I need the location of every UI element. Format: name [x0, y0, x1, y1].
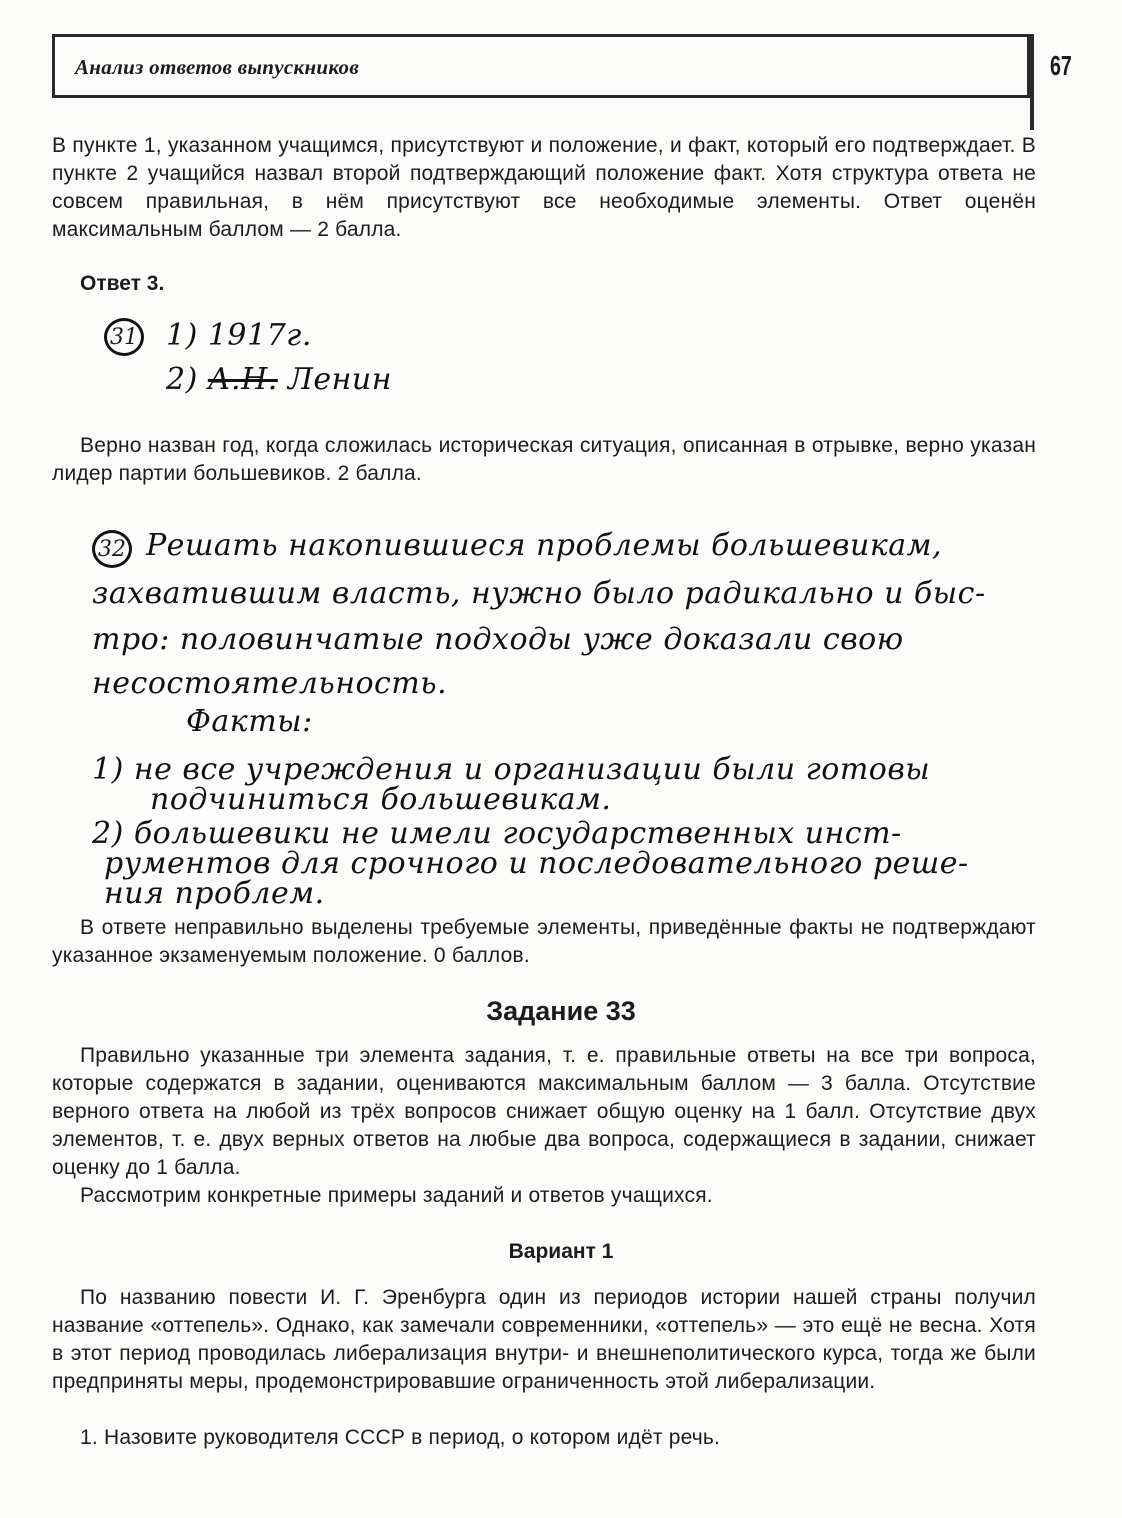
handwritten-32-line: несостоятельность.	[92, 666, 448, 701]
variant-text: По названию повести И. Г. Эренбурга один из периодов истории нашей страны получил название «оттепель». Однако, как замечали современники, «оттепель» — это ещё не весна. Хотя в этот период проводилась либерализация внутри- и внешнеполитического курса, тогда же были предприняты меры, продемонстрировавшие ограниченность этой либерализации.	[52, 1286, 1036, 1393]
handwritten-31-line2	[166, 362, 392, 397]
handwritten-number-32: 32	[92, 530, 132, 568]
answer3-label: Ответ 3.	[80, 272, 165, 295]
question-1: 1. Назовите руководителя СССР в период, о котором идёт речь.	[80, 1426, 721, 1449]
handwritten-32-line: тро: половинчатые подходы уже доказали свою	[92, 622, 904, 657]
handwritten-31-line1: 1) 1917г.	[166, 318, 312, 353]
handwritten-31-surname: Ленин	[287, 362, 392, 397]
handwritten-32-fact1: 1) не все учреждения и организации были готовы	[92, 752, 931, 787]
task33-paragraph1: Правильно указанные три элемента задания, т. е. правильные ответы на все три вопроса, которые содержатся в задании, оцениваются максимальным баллом — 3 балла. Отсутствие верного ответа на любой из трёх вопросов снижает общую оценку на 1 балл. Отсутствие двух элементов, т. е. двух верных ответов на любые два вопроса, содержащиеся в задании, снижает оценку до 1 балла.	[52, 1044, 1036, 1179]
handwritten-32-fact2: 2) большевики не имели государственных инст-	[92, 816, 902, 851]
intro-paragraph: В пункте 1, указанном учащимся, присутствуют и положение, и факт, который его подтверждает. В пункте 2 учащийся назвал второй подтверждающий положение факт. Хотя структура ответа не совсем правильная, в нём присутствуют все необходимые элементы. Ответ оценён максимальным баллом — 2 балла.	[52, 134, 1036, 241]
handwritten-32-line: захватившим власть, нужно было радикально и быс-	[92, 576, 986, 611]
handwritten-number-31: 31	[104, 318, 144, 356]
handwritten-32-line: Решать накопившиеся проблемы большевикам,	[146, 528, 943, 563]
handwritten-32-fact1-cont: подчиниться большевикам.	[150, 782, 612, 817]
comment-32: В ответе неправильно выделены требуемые элементы, приведённые факты не подтверждают указанное экзаменуемым положение. 0 баллов.	[52, 916, 1036, 967]
task33-paragraph2: Рассмотрим конкретные примеры заданий и ответов учащихся.	[80, 1184, 713, 1207]
handwritten-31-struck-initials: А.Н.	[207, 362, 278, 397]
comment-31: Верно назван год, когда сложилась историческая ситуация, описанная в отрывке, верно указан лидер партии большевиков. 2 балла.	[52, 434, 1036, 485]
task33-title: Задание 33	[486, 996, 636, 1026]
running-header-title: Анализ ответов выпускников	[75, 55, 360, 79]
header-rule	[1030, 34, 1034, 130]
running-header	[52, 34, 1030, 98]
handwritten-31-line2-prefix: 2)	[166, 362, 208, 397]
variant-title: Вариант 1	[508, 1240, 614, 1263]
page-number: 67	[1050, 50, 1072, 81]
handwritten-32-fact2-end: ния проблем.	[104, 876, 325, 911]
handwritten-32-facts-heading: Факты:	[186, 704, 313, 739]
handwritten-32-fact2-cont: рументов для срочного и последовательного реше-	[104, 846, 969, 881]
